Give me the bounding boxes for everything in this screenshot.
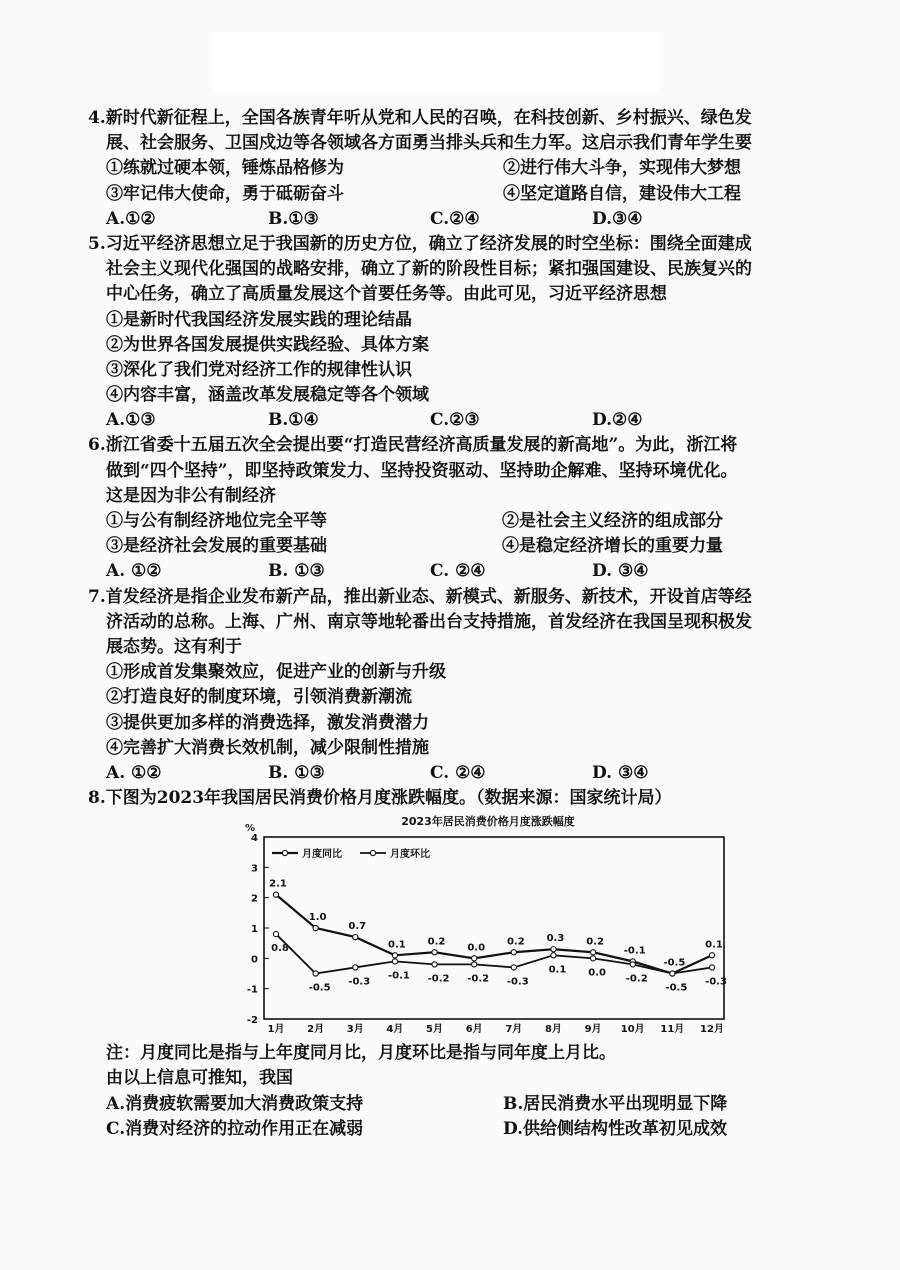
statement-3: ③牢记伟大使命，勇于砥砺奋斗: [106, 183, 344, 204]
data-point: [432, 962, 437, 967]
data-label: 0.2: [506, 936, 525, 948]
data-point: [709, 953, 714, 958]
option-b: B.居民消费水平出现明显下降: [503, 1093, 728, 1114]
option-d: D. ③④: [592, 762, 649, 783]
question-stem-line: 这是因为非公有制经济: [106, 485, 276, 506]
option-c: C.消费对经济的拉动作用正在减弱: [106, 1118, 364, 1139]
statement-1: ①与公有制经济地位完全平等: [106, 511, 327, 531]
data-label: 0.0: [588, 967, 606, 979]
series-line-1: [276, 895, 712, 974]
y-tick-label: 4: [251, 833, 258, 845]
data-label: 0.7: [348, 921, 367, 933]
statement-2: ②进行伟大斗争，实现伟大梦想: [503, 158, 741, 179]
data-label: -0.5: [663, 957, 686, 969]
x-tick-label: 4月: [386, 1024, 404, 1036]
x-tick-label: 2月: [307, 1024, 325, 1036]
question-8: [88, 786, 848, 1142]
data-label: 0.1: [705, 939, 723, 951]
data-point: [392, 953, 397, 958]
question-stem-line: 社会主义现代化强国的战略安排，确立了新的阶段性目标；紧扣强国建设、民族复兴的: [106, 259, 752, 280]
statement-3: ③提供更加多样的消费选择，激发消费潜力: [106, 712, 429, 733]
data-point: [273, 892, 278, 897]
question-6: [88, 433, 848, 584]
statement-2: ②是社会主义经济的组成部分: [502, 511, 723, 531]
x-tick-label: 7月: [505, 1024, 523, 1036]
data-label: -0.2: [625, 973, 648, 985]
statement-4: ④是稳定经济增长的重要力量: [502, 536, 723, 557]
data-point: [432, 950, 437, 955]
statement-4: ④坚定道路自信，建设伟大工程: [503, 183, 741, 204]
data-label: 0.2: [427, 936, 446, 948]
question-4: [88, 106, 848, 232]
legend-marker: [282, 851, 287, 856]
data-label: 0.3: [546, 933, 565, 945]
x-tick-label: 12月: [700, 1024, 724, 1036]
data-point: [353, 965, 358, 970]
x-tick-label: 3月: [346, 1024, 364, 1036]
option-d: D.②④: [592, 410, 643, 431]
data-point: [630, 962, 635, 967]
option-c: C.②④: [430, 208, 480, 229]
data-point: [511, 950, 516, 955]
option-a: A.消费疲软需要加大消费政策支持: [106, 1093, 364, 1114]
option-a: A.①②: [106, 208, 156, 229]
x-tick-label: 11月: [660, 1024, 685, 1036]
x-tick-label: 8月: [544, 1024, 562, 1036]
y-axis-unit: %: [244, 823, 256, 835]
answer-options: [88, 408, 848, 433]
option-a: A.①③: [106, 410, 156, 431]
statement-1: ①练就过硬本领，锤炼品格修为: [106, 158, 344, 179]
question-stem-line: 6.浙江省委十五届五次全会提出要“打造民营经济高质量发展的新高地”。为此，浙江将: [88, 435, 738, 456]
data-label: -0.2: [427, 973, 450, 985]
data-point: [670, 971, 675, 976]
question-stem-line: 4.新时代新征程上，全国各族青年听从党和人民的召唤，在科技创新、乡村振兴、绿色发: [88, 108, 752, 128]
data-point: [273, 932, 278, 937]
data-label: -0.2: [467, 973, 490, 985]
cpi-chart: [228, 815, 748, 1041]
statement-2: ②为世界各国发展提供实践经验、具体方案: [106, 334, 429, 355]
statement-3: ③深化了我们党对经济工作的规律性认识: [106, 359, 412, 380]
data-label: 0.2: [586, 936, 604, 948]
x-tick-label: 9月: [584, 1024, 602, 1036]
data-point: [709, 965, 714, 970]
data-label: 1.0: [308, 912, 327, 924]
option-c: C. ②④: [430, 762, 486, 783]
question-stem-line: 5.习近平经济思想立足于我国新的历史方位，确立了经济发展的时空坐标：围绕全面建成: [88, 233, 752, 254]
question-5: [88, 232, 848, 434]
data-label: 0.1: [388, 939, 406, 951]
option-c: C. ②④: [430, 561, 486, 582]
chart-svg: [228, 815, 748, 1041]
data-point: [472, 962, 477, 967]
y-tick-label: 3: [251, 863, 258, 875]
legend-label: 月度同比: [302, 849, 342, 861]
option-c: C.②③: [430, 410, 480, 431]
option-d: D.③④: [592, 208, 643, 229]
statement-4: ④内容丰富，涵盖改革发展稳定等各个领域: [106, 385, 429, 406]
data-label: -0.1: [623, 945, 646, 957]
option-b: B.①③: [268, 208, 319, 229]
y-tick-label: -1: [246, 984, 258, 996]
chart-title: 2023年居民消费价格月度涨跌幅度: [401, 815, 575, 829]
plot-frame: [264, 837, 724, 1019]
y-tick-label: 2: [251, 893, 258, 905]
legend-label: 月度环比: [390, 849, 430, 861]
question-stem-line: 展态势。这有利于: [106, 636, 242, 657]
answer-options: [88, 761, 848, 786]
option-a: A. ①②: [106, 762, 162, 783]
data-point: [392, 959, 397, 964]
data-label: -0.5: [665, 982, 688, 994]
option-a: A. ①②: [106, 561, 162, 582]
x-tick-label: 1月: [267, 1024, 285, 1036]
question-stem-line: 7.首发经济是指企业发布新产品，推出新业态、新模式、新服务、新技术，开设首店等经: [88, 586, 752, 607]
question-ask: 由以上信息可推知，我国: [106, 1068, 293, 1089]
data-label: -0.3: [705, 976, 727, 988]
statement-1: ①形成首发集聚效应，促进产业的创新与升级: [106, 662, 446, 683]
data-point: [353, 935, 358, 940]
data-label: -0.1: [387, 970, 410, 982]
data-point: [313, 971, 318, 976]
data-point: [313, 926, 318, 931]
data-point: [590, 956, 595, 961]
exam-content: [88, 106, 848, 1142]
statement-2: ②打造良好的制度环境，引领消费新潮流: [106, 687, 412, 708]
option-b: B.①④: [268, 410, 319, 431]
data-point: [472, 956, 477, 961]
option-b: B. ①③: [268, 762, 325, 783]
statement-4: ④完善扩大消费长效机制，减少限制性措施: [106, 737, 429, 758]
statement-1: ①是新时代我国经济发展实践的理论结晶: [106, 309, 412, 330]
answer-options: [88, 559, 848, 584]
y-tick-label: 0: [251, 954, 258, 966]
legend-marker: [370, 851, 375, 856]
data-label: 0.8: [271, 943, 289, 955]
question-stem-line: 做到“四个坚持”，即坚持政策发力、坚持投资驱动、坚持助企解难、坚持环境优化。: [106, 460, 738, 481]
data-label: 0.1: [548, 964, 567, 976]
data-label: -0.3: [348, 976, 371, 988]
data-label: -0.3: [506, 976, 529, 988]
question-stem-line: 济活动的总称。上海、广州、南京等地轮番出台支持措施，首发经济在我国呈现积极发: [106, 611, 752, 632]
statement-3: ③是经济社会发展的重要基础: [106, 536, 327, 557]
x-tick-label: 5月: [426, 1024, 444, 1036]
question-7: [88, 585, 848, 787]
y-tick-label: 1: [251, 924, 258, 936]
data-label: -0.5: [308, 982, 331, 994]
answer-options: [88, 207, 848, 232]
data-point: [590, 950, 595, 955]
x-tick-label: 6月: [465, 1024, 483, 1036]
option-b: B. ①③: [268, 561, 325, 582]
question-stem-line: 8.下图为2023年我国居民消费价格月度涨跌幅度。（数据来源：国家统计局）: [88, 788, 672, 809]
blank-header-block: [212, 32, 660, 92]
data-point: [551, 947, 556, 952]
series-line-2: [276, 934, 712, 973]
y-tick-label: -2: [246, 1015, 258, 1027]
data-label: 0.0: [467, 942, 486, 954]
question-stem-line: 展、社会服务、卫国戍边等各领域各方面勇当排头兵和生力军。这启示我们青年学生要: [106, 133, 752, 154]
x-tick-label: 10月: [620, 1024, 645, 1036]
option-d: D.供给侧结构性改革初见成效: [503, 1118, 728, 1139]
chart-note: 注：月度同比是指与上年度同月比，月度环比是指与同年度上月比。: [106, 1043, 616, 1064]
option-d: D. ③④: [592, 561, 649, 582]
data-point: [551, 953, 556, 958]
question-stem-line: 中心任务，确立了高质量发展这个首要任务等。由此可见，习近平经济思想: [106, 284, 667, 305]
data-point: [511, 965, 516, 970]
data-label: 2.1: [269, 878, 287, 890]
